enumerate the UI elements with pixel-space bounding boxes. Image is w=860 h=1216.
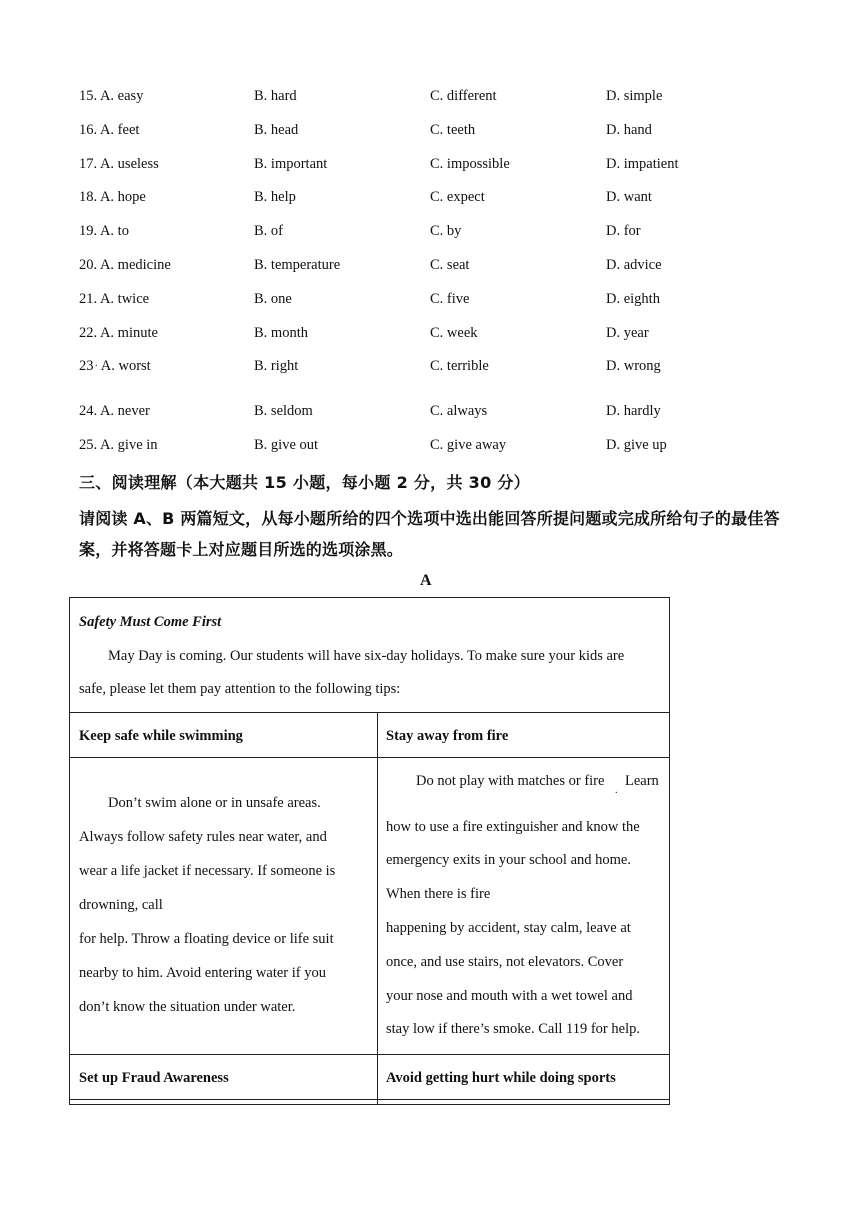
option-a [79, 223, 129, 240]
option-d: D. for [606, 223, 641, 239]
option-a-text: A. worst [100, 358, 151, 374]
option-a [79, 122, 139, 139]
fire-line: how to use a fire extinguisher and know the [386, 819, 640, 835]
question-19-row [79, 223, 779, 243]
option-c: C. seat [430, 257, 470, 273]
option-d: D. hardly [606, 403, 661, 419]
question-15-row [79, 88, 779, 108]
option-d: D. wrong [606, 358, 661, 374]
option-a [79, 437, 158, 454]
option-c: C. teeth [430, 122, 476, 138]
tip-heading-sports: Avoid getting hurt while doing sports [386, 1070, 616, 1086]
option-a-text: A. hope [99, 189, 146, 205]
option-a-text: A. easy [99, 88, 144, 104]
fire-line: When there is fire [386, 886, 491, 902]
section-title: 三、阅读理解（本大题共 15 小题，每小题 2 分，共 30 分） [79, 473, 530, 492]
question-number: 19. [79, 223, 98, 239]
question-20-row [79, 257, 779, 277]
option-d: D. hand [606, 122, 652, 138]
swim-line: drowning, call [79, 897, 163, 913]
option-c: C. different [430, 88, 497, 104]
swim-line: Don’t swim alone or in unsafe areas. [108, 795, 321, 811]
fire-line: stay low if there’s smoke. Call 119 for help. [386, 1021, 640, 1037]
option-a-text: A. minute [99, 325, 158, 341]
option-b: B. temperature [254, 257, 341, 273]
question-21-row [79, 291, 779, 311]
question-17-row [79, 156, 779, 176]
stray-dot: . [615, 785, 618, 796]
passage-label: A [420, 572, 432, 589]
swim-line: nearby to him. Avoid entering water if you [79, 965, 326, 981]
swim-line: for help. Throw a floating device or life suit [79, 931, 334, 947]
section-instructions: 请阅读 A、B 两篇短文，从每小题所给的四个选项中选出能回答所提问题或完成所给句子的最佳答案，并将答题卡上对应题目所选的选项涂黑。 [79, 509, 780, 559]
question-number: 22. [79, 325, 98, 341]
question-number: 15. [79, 88, 98, 104]
option-a [79, 257, 171, 274]
option-b: B. right [254, 358, 299, 374]
option-d: D. advice [606, 257, 662, 273]
swim-line: Always follow safety rules near water, and [79, 829, 327, 845]
question-number: 25. [79, 437, 98, 453]
fire-line: Learn [625, 773, 659, 789]
tip-heading-fire: Stay away from fire [386, 728, 509, 744]
fire-line: your nose and mouth with a wet towel and [386, 988, 633, 1004]
option-c: C. always [430, 403, 488, 419]
question-25-row [79, 437, 779, 457]
question-22-row [79, 325, 779, 345]
option-a [79, 358, 151, 375]
option-b: B. one [254, 291, 292, 307]
question-24-row [79, 403, 779, 423]
option-a [79, 325, 158, 342]
option-b: B. of [254, 223, 283, 239]
option-a-text: A. to [99, 223, 129, 239]
option-a-text: A. medicine [99, 257, 171, 273]
table-divider [70, 1099, 669, 1100]
intro-line-1: May Day is coming. Our students will have six-day holidays. To make sure your kids are [108, 648, 625, 664]
option-c: C. week [430, 325, 478, 341]
question-number: 23 [79, 358, 94, 374]
table-divider [70, 757, 669, 758]
question-number: 16. [79, 122, 98, 138]
option-c: C. terrible [430, 358, 489, 374]
option-b: B. help [254, 189, 296, 205]
fire-line: emergency exits in your school and home. [386, 852, 631, 868]
question-18-row [79, 189, 779, 209]
question-16-row [79, 122, 779, 142]
option-d: D. want [606, 189, 652, 205]
option-b: B. month [254, 325, 308, 341]
swim-line: don’t know the situation under water. [79, 999, 296, 1015]
intro-line-2: safe, please let them pay attention to the following tips: [79, 681, 401, 697]
option-a-text: A. give in [99, 437, 158, 453]
option-a [79, 291, 149, 308]
question-23-row [79, 358, 779, 378]
option-c: C. expect [430, 189, 485, 205]
option-a-text: A. never [99, 403, 150, 419]
option-a [79, 88, 143, 105]
option-c: C. give away [430, 437, 507, 453]
question-number: 20. [79, 257, 98, 273]
question-number: 24. [79, 403, 98, 419]
question-number: 18. [79, 189, 98, 205]
option-c: C. impossible [430, 156, 510, 172]
option-a [79, 189, 146, 206]
option-d: D. simple [606, 88, 663, 104]
option-d: D. give up [606, 437, 667, 453]
option-a-text: A. twice [99, 291, 150, 307]
table-divider [70, 712, 669, 713]
safety-tips-table [69, 597, 670, 1105]
fire-line: once, and use stairs, not elevators. Cover [386, 954, 624, 970]
option-b: B. give out [254, 437, 319, 453]
question-number: 21. [79, 291, 98, 307]
option-d: D. eighth [606, 291, 660, 307]
question-number: 17. [79, 156, 98, 172]
tip-heading-fraud: Set up Fraud Awareness [79, 1070, 229, 1086]
table-divider [70, 1054, 669, 1055]
option-b: B. important [254, 156, 328, 172]
passage-title: Safety Must Come First [79, 614, 222, 630]
option-b: B. seldom [254, 403, 313, 419]
option-c: C. by [430, 223, 462, 239]
table-column-divider [377, 712, 378, 1104]
option-a [79, 156, 159, 173]
option-a-text: A. useless [99, 156, 159, 172]
option-a [79, 403, 150, 420]
tip-heading-swimming: Keep safe while swimming [79, 728, 243, 744]
option-b: B. hard [254, 88, 297, 104]
swim-line: wear a life jacket if necessary. If someone is [79, 863, 336, 879]
option-a-text: A. feet [99, 122, 140, 138]
stray-dot: . [95, 358, 98, 369]
option-c: C. five [430, 291, 470, 307]
option-d: D. impatient [606, 156, 679, 172]
option-b: B. head [254, 122, 299, 138]
fire-line: happening by accident, stay calm, leave at [386, 920, 631, 936]
option-d: D. year [606, 325, 649, 341]
fire-line: Do not play with matches or fire [416, 773, 605, 789]
